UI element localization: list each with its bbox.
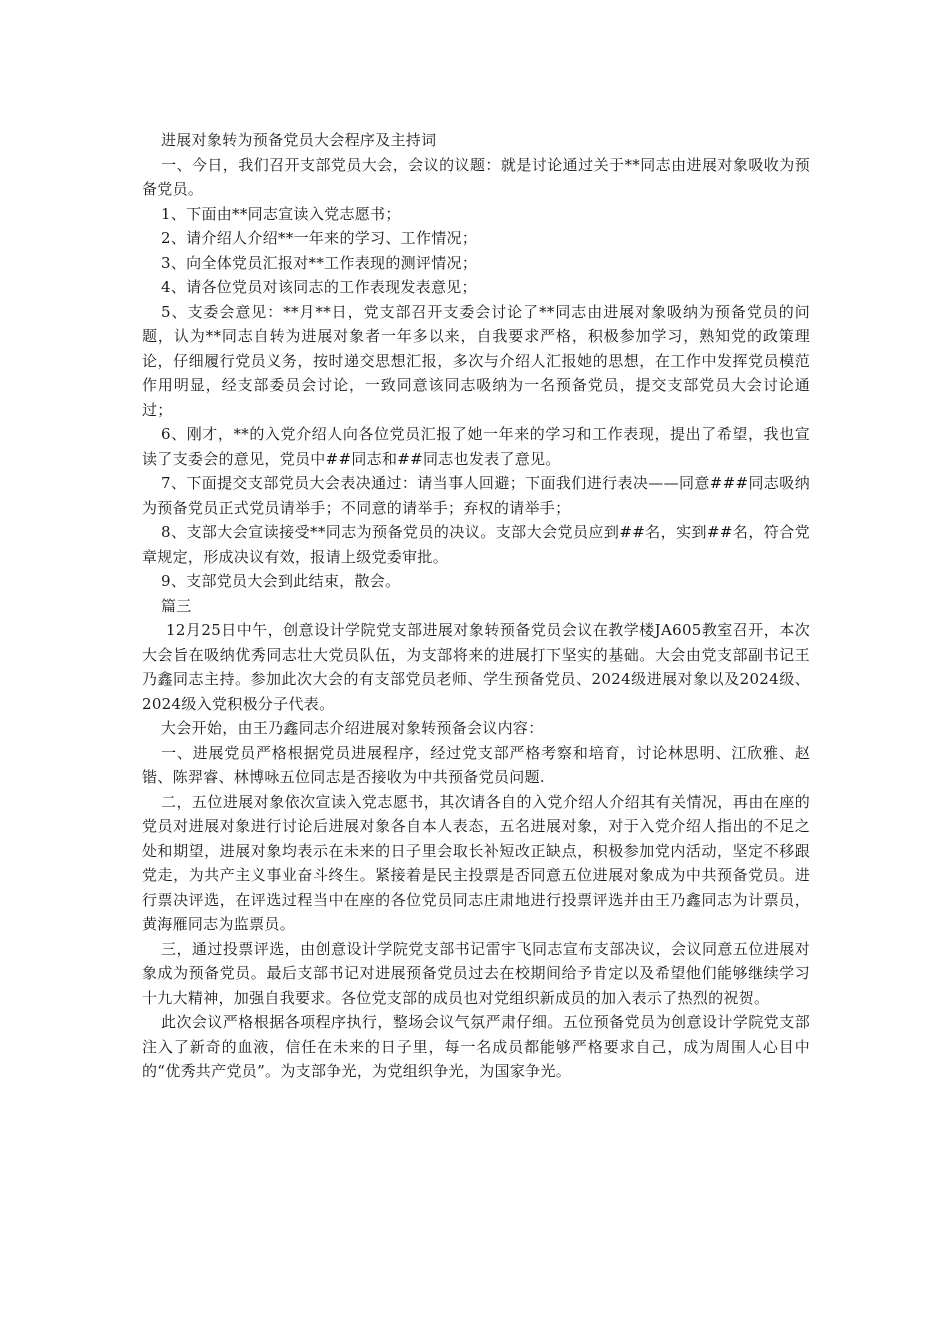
paragraph: 3、向全体党员汇报对**工作表现的测评情况； [161,253,478,272]
document-body [142,128,810,1084]
paragraph: 9、支部党员大会到此结束，散会。 [161,572,401,590]
paragraph: 二，五位进展对象依次宣读入党志愿书，其次请各自的入党介绍人介绍其有关情况，再由在座的党员对进展对象进行讨论后进展对象各自本人表态，五名进展对象，对于入党介绍人指出的不足之处和期望，进展对象均表示在未来的日子里会取长补短改正缺点，积极参加党内活动，坚定不移跟党走，为共产主义事业奋斗终生。紧接着是民主投票是否同意五位进展对象成为中共预备党员。进行票决评选，在评选过程当中在座的各位党员同志庄肃地进行投票评选并由王乃鑫同志为计票员，黄海雁同志为监票员。 [142,792,810,933]
paragraph: 大会开始，由王乃鑫同志介绍进展对象转预备会议内容： [161,719,544,737]
paragraph: 4、请各位党员对该同志的工作表现发表意见； [161,278,477,296]
section-heading: 篇三 [161,596,192,615]
paragraph: 三，通过投票评选，由创意设计学院党支部书记雷宇飞同志宣布支部决议，会议同意五位进展对象成为预备党员。最后支部书记对进展预备党员过去在校期间给予肯定以及希望他们能够继续学习十九大精神，加强自我要求。各位党支部的成员也对党组织新成员的加入表示了热烈的祝贺。 [142,939,810,1007]
paragraph: 2、请介绍人介绍**一年来的学习、工作情况； [161,229,478,247]
paragraph: 此次会议严格根据各项程序执行，整场会议气氛严肃仔细。五位预备党员为创意设计学院党支部注入了新奇的血液，信任在未来的日子里，每一名成员都能够严格要求自己，成为周围人心目中的“优秀共产党员”。为支部争光，为党组织争光，为国家争光。 [142,1013,810,1080]
paragraph: 12月25日中午，创意设计学院党支部进展对象转预备党员会议在教学楼JA605教室召开，本次大会旨在吸纳优秀同志壮大党员队伍，为支部将来的进展打下坚实的基础。大会由党支部副书记王乃鑫同志主持。参加此次大会的有支部党员老师、学生预备党员、2024级进展对象以及2024级、2024级入党积极分子代表。 [142,621,810,713]
paragraph: 5、支委会意见：**月**日，党支部召开支委会讨论了**同志由进展对象吸纳为预备党员的问题，认为**同志自转为进展对象者一年多以来，自我要求严格，积极参加学习，熟知党的政策理论，仔细履行党员义务，按时递交思想汇报，多次与介绍人汇报她的思想，在工作中发挥党员模范作用明显，经支部委员会讨论，一致同意该同志吸纳为一名预备党员，提交支部党员大会讨论通过； [142,302,810,419]
paragraph: 8、支部大会宣读接受**同志为预备党员的决议。支部大会党员应到##名，实到##名，符合党章规定，形成决议有效，报请上级党委审批。 [142,523,810,566]
paragraph: 7、下面提交支部党员大会表决通过：请当事人回避；下面我们进行表决——同意###同志吸纳为预备党员正式党员请举手；不同意的请举手；弃权的请举手； [142,474,810,517]
paragraph: 1、下面由**同志宣读入党志愿书； [161,204,401,223]
paragraph: 6、刚才，**的入党介绍人向各位党员汇报了她一年来的学习和工作表现，提出了希望，我也宣读了支委会的意见，党员中##同志和##同志也发表了意见。 [142,425,810,468]
paragraph: 一、进展党员严格根据党员进展程序，经过党支部严格考察和培育，讨论林思明、江欣雅、赵锴、陈羿睿、林博咏五位同志是否接收为中共预备党员问题. [142,743,810,786]
paragraph: 一、今日，我们召开支部党员大会，会议的议题：就是讨论通过关于**同志由进展对象吸收为预备党员。 [142,155,810,198]
document-title: 进展对象转为预备党员大会程序及主持词 [161,131,437,149]
